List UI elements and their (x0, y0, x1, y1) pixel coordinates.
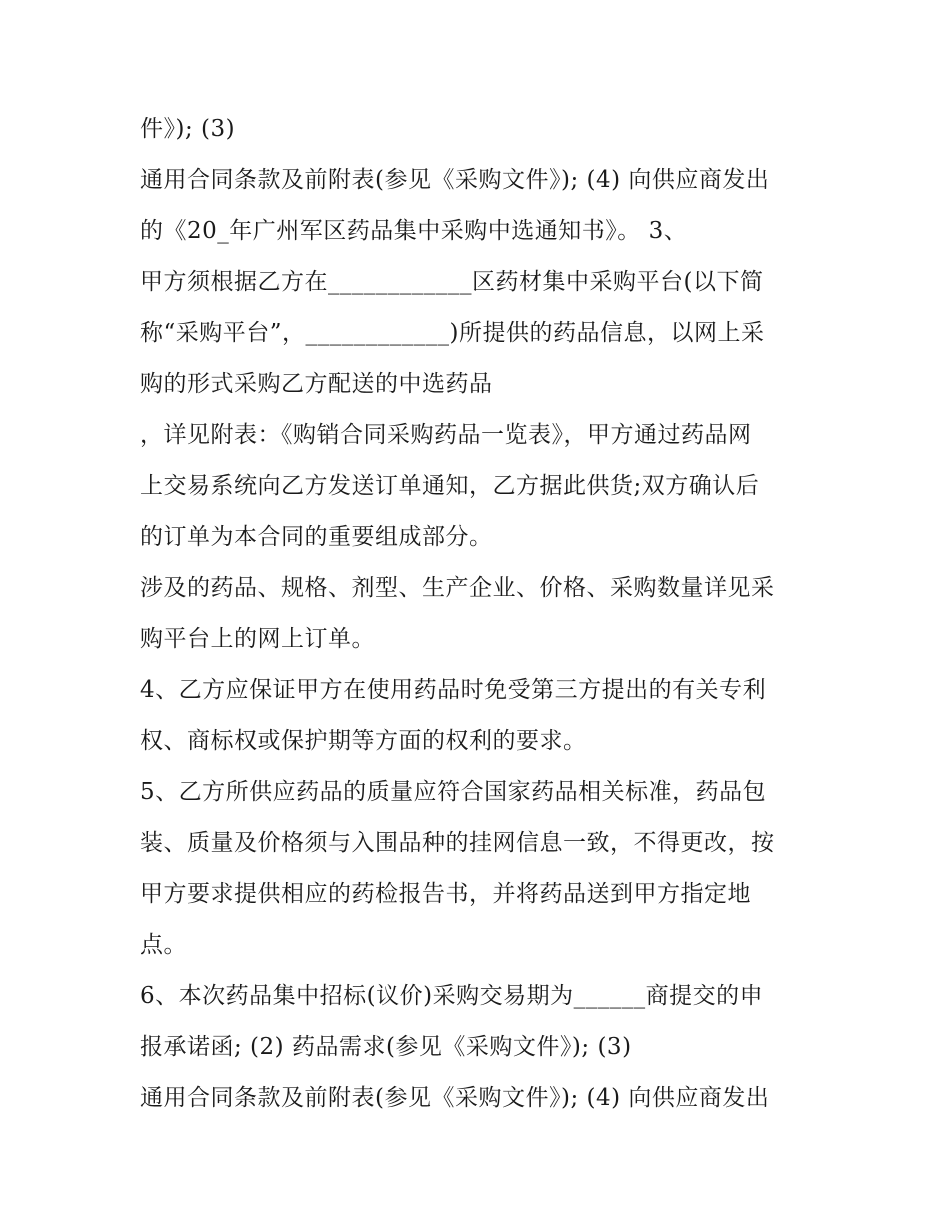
text-line: 6、本次药品集中招标(议价)采购交易期为______商提交的申 (140, 983, 764, 1009)
text-line: 甲方须根据乙方在____________区药材集中采购平台(以下简 (140, 269, 764, 295)
text-line: 装、质量及价格须与入围品种的挂网信息一致，不得更改，按 (140, 830, 775, 856)
text-line: 件》); (3) (140, 116, 236, 142)
text-line: 甲方要求提供相应的药检报告书，并将药品送到甲方指定地 (140, 881, 751, 907)
text-line: ，详见附表：《购销合同采购药品一览表》，甲方通过药品网 (140, 422, 752, 448)
text-line: 5、乙方所供应药品的质量应符合国家药品相关标准，药品包 (140, 779, 767, 805)
text-line: 的《20_年广州军区药品集中采购中选通知书》。 3、 (140, 218, 688, 244)
text-line: 权、商标权或保护期等方面的权利的要求。 (140, 728, 587, 754)
text-line: 通用合同条款及前附表(参见《采购文件》); (4) 向供应商发出 (140, 167, 770, 193)
text-line: 的订单为本合同的重要组成部分。 (140, 524, 493, 550)
text-line: 通用合同条款及前附表(参见《采购文件》); (4) 向供应商发出 (140, 1085, 770, 1111)
text-line: 称“采购平台”，____________)所提供的药品信息，以网上采 (140, 320, 765, 346)
text-line: 购的形式采购乙方配送的中选药品 (140, 371, 493, 397)
text-line: 报承诺函; (2) 药品需求(参见《采购文件》); (3) (140, 1034, 632, 1060)
text-line: 4、乙方应保证甲方在使用药品时免受第三方提出的有关专利 (140, 677, 767, 703)
text-line: 购平台上的网上订单。 (140, 626, 375, 652)
text-line: 点。 (140, 932, 187, 958)
text-line: 上交易系统向乙方发送订单通知，乙方据此供货;双方确认后 (140, 473, 760, 499)
text-line: 涉及的药品、规格、剂型、生产企业、价格、采购数量详见采 (140, 575, 775, 601)
